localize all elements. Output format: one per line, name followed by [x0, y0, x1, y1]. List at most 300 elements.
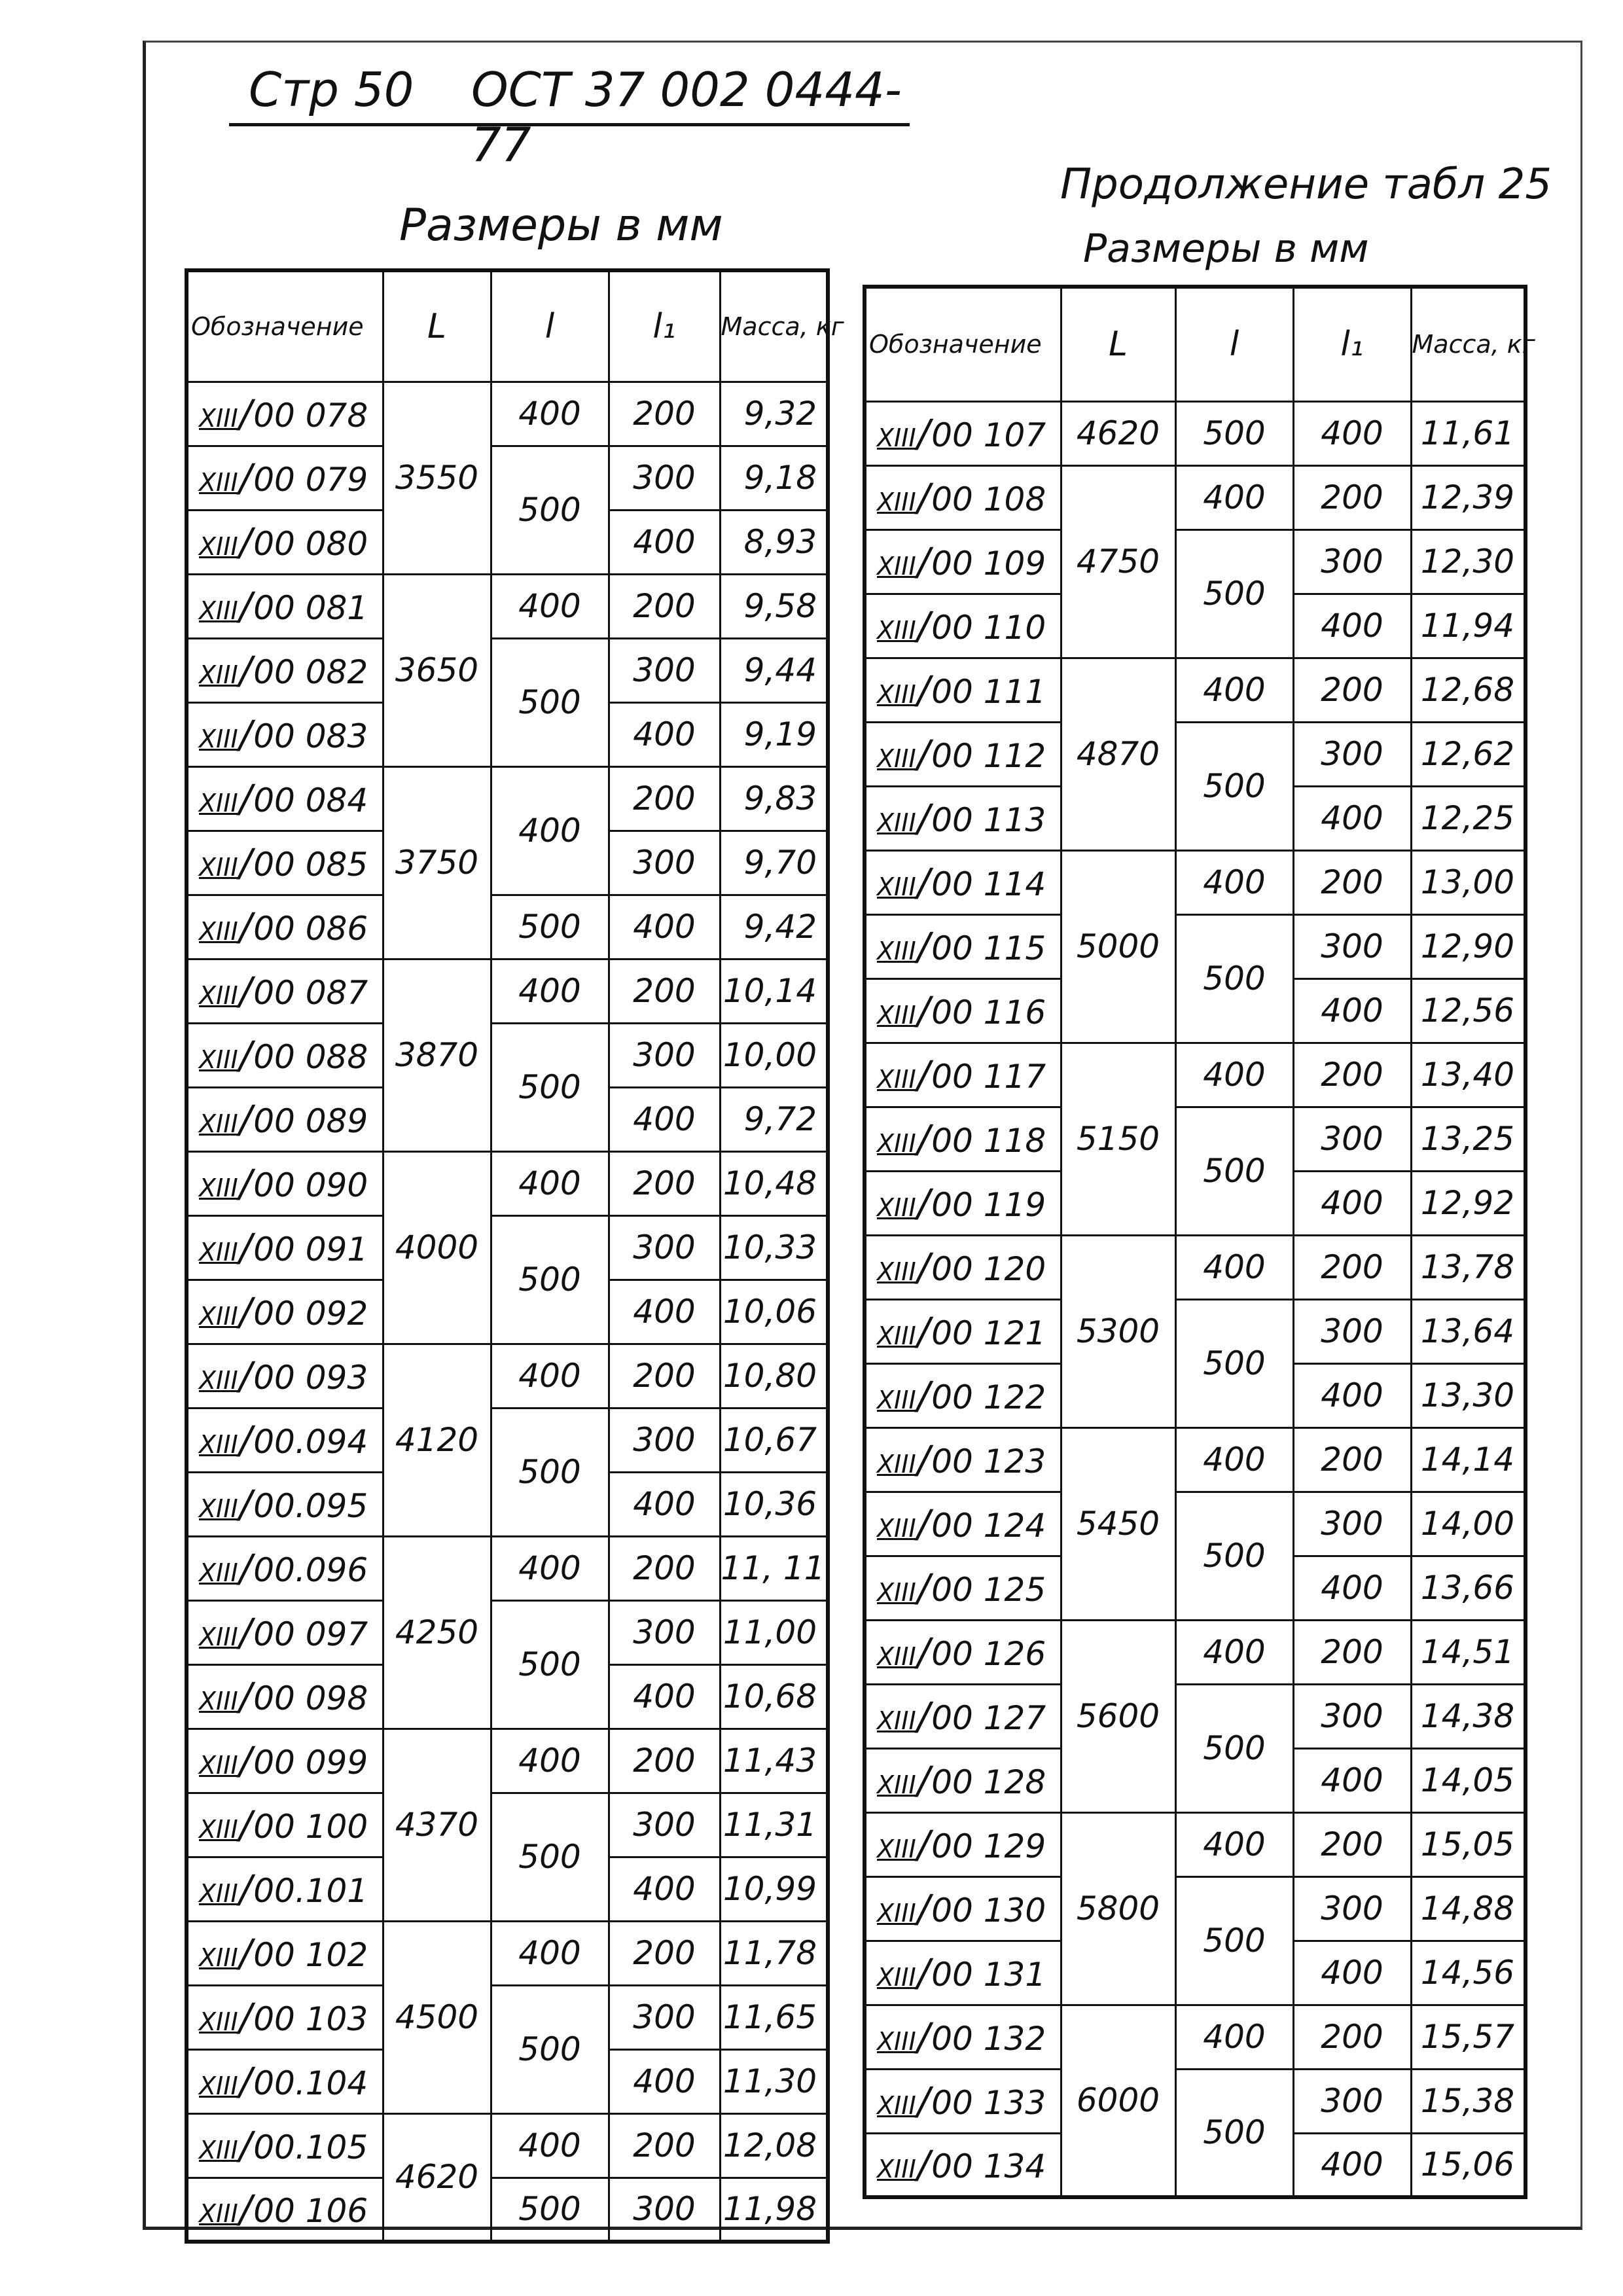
designation-code: 00 112: [931, 737, 1046, 775]
separator-slash: /: [239, 1546, 253, 1590]
designation-cell: [865, 786, 1061, 850]
length-l-cell: 500: [1175, 1684, 1293, 1812]
designation-cell: [865, 1620, 1061, 1684]
designation-cell: [187, 1151, 383, 1215]
designation-code: 00 115: [931, 929, 1046, 967]
designation-cell: [187, 2049, 383, 2113]
series-mark: XIII: [877, 872, 916, 901]
designation-cell: [187, 766, 383, 831]
length-l1-cell: 400: [609, 895, 720, 959]
designation-code: 00 089: [253, 1102, 368, 1140]
designation-code: 00 129: [931, 1827, 1046, 1865]
mass-cell: 14,88: [1411, 1876, 1525, 1941]
table-row: [187, 895, 828, 959]
series-mark: XIII: [199, 1623, 238, 1651]
mass-cell: 15,38: [1411, 2069, 1525, 2133]
designation-code: 00.096: [253, 1551, 368, 1589]
designation-cell: [865, 2005, 1061, 2069]
length-l-cell: 400: [491, 2113, 609, 2178]
separator-slash: /: [917, 1566, 931, 1610]
length-l-cell: 400: [1175, 1812, 1293, 1876]
separator-slash: /: [239, 776, 253, 821]
mass-cell: 10,67: [720, 1408, 828, 1472]
mass-cell: 9,70: [720, 831, 828, 895]
separator-slash: /: [239, 1482, 253, 1526]
designation-cell: [187, 959, 383, 1023]
length-l-cell: 400: [1175, 1427, 1293, 1492]
series-mark: XIII: [877, 1706, 916, 1735]
length-l1-cell: 200: [609, 2113, 720, 2178]
designation-code: 00 078: [253, 397, 368, 435]
table-row: [865, 1235, 1525, 1299]
mass-cell: 15,05: [1411, 1812, 1525, 1876]
designation-code: 00 121: [931, 1314, 1046, 1352]
series-mark: XIII: [199, 1494, 238, 1523]
length-l-cell: 400: [491, 1921, 609, 1985]
separator-slash: /: [239, 456, 253, 500]
length-l1-cell: 200: [609, 1151, 720, 1215]
designation-cell: [187, 510, 383, 574]
series-mark: XIII: [199, 1045, 238, 1074]
mass-cell: 12,62: [1411, 722, 1525, 786]
separator-slash: /: [239, 1161, 253, 1206]
length-L-cell: 5800: [1061, 1812, 1175, 2005]
dimensions-table-right: [863, 285, 1535, 2199]
table-row: [187, 2113, 828, 2178]
designation-code: 00 093: [253, 1359, 368, 1397]
length-L-cell: 3870: [383, 959, 491, 1151]
separator-slash: /: [917, 2142, 931, 2187]
length-l1-cell: 300: [609, 2178, 720, 2242]
separator-slash: /: [239, 1225, 253, 1270]
mass-cell: 11, 11: [720, 1536, 828, 1600]
mass-cell: 9,42: [720, 895, 828, 959]
length-l1-cell: 300: [609, 1985, 720, 2049]
designation-code: 00 125: [931, 1571, 1046, 1609]
separator-slash: /: [917, 2079, 931, 2123]
length-l1-cell: 400: [1293, 2133, 1411, 2197]
length-l1-cell: 300: [609, 1600, 720, 1664]
designation-cell: [865, 1492, 1061, 1556]
series-mark: XIII: [199, 596, 238, 625]
length-l1-cell: 400: [609, 702, 720, 766]
designation-cell: [865, 1363, 1061, 1427]
designation-cell: [187, 1472, 383, 1536]
mass-cell: 11,30: [720, 2049, 828, 2113]
table-row: [865, 2069, 1525, 2133]
series-mark: XIII: [199, 725, 238, 753]
left-units-caption: Размеры в мм: [399, 200, 723, 251]
table-row: [187, 1793, 828, 1857]
designation-cell: [187, 1215, 383, 1280]
table-row: [865, 1107, 1525, 1171]
mass-cell: 10,48: [720, 1151, 828, 1215]
table-row: [187, 1921, 828, 1985]
designation-code: 00 128: [931, 1763, 1046, 1801]
designation-cell: [865, 1107, 1061, 1171]
length-L-cell: 5450: [1061, 1427, 1175, 1620]
series-mark: XIII: [877, 552, 916, 581]
series-mark: XIII: [199, 1687, 238, 1715]
length-l1-cell: 400: [609, 1087, 720, 1151]
series-mark: XIII: [877, 1770, 916, 1799]
length-l1-cell: 200: [609, 1344, 720, 1408]
separator-slash: /: [239, 840, 253, 885]
designation-code: 00 114: [931, 865, 1046, 903]
series-mark: XIII: [199, 532, 238, 561]
length-L-cell: 4000: [383, 1151, 491, 1344]
mass-cell: 11,98: [720, 2178, 828, 2242]
separator-slash: /: [917, 1245, 931, 1289]
mass-cell: 13,00: [1411, 850, 1525, 914]
length-l-cell: 400: [1175, 1043, 1293, 1107]
length-l1-cell: 200: [609, 1921, 720, 1985]
designation-cell: [865, 850, 1061, 914]
mass-cell: 12,39: [1411, 465, 1525, 529]
separator-slash: /: [917, 475, 931, 520]
col-header-l1: l₁: [609, 270, 720, 382]
length-l1-cell: 300: [609, 1793, 720, 1857]
separator-slash: /: [917, 539, 931, 584]
designation-cell: [865, 722, 1061, 786]
designation-cell: [187, 2113, 383, 2178]
separator-slash: /: [239, 520, 253, 564]
designation-code: 00 133: [931, 2084, 1046, 2122]
length-l1-cell: 200: [1293, 1620, 1411, 1684]
designation-cell: [187, 1023, 383, 1087]
separator-slash: /: [239, 1738, 253, 1783]
separator-slash: /: [239, 584, 253, 628]
length-l1-cell: 300: [1293, 914, 1411, 978]
separator-slash: /: [239, 1033, 253, 1077]
separator-slash: /: [239, 648, 253, 692]
mass-cell: 10,36: [720, 1472, 828, 1536]
length-l-cell: 500: [491, 1600, 609, 1729]
length-L-cell: 6000: [1061, 2005, 1175, 2197]
length-L-cell: 3650: [383, 574, 491, 766]
separator-slash: /: [917, 1501, 931, 1546]
designation-code: 00 083: [253, 717, 368, 755]
length-l1-cell: 300: [1293, 2069, 1411, 2133]
length-l-cell: 500: [491, 1215, 609, 1344]
designation-cell: [187, 1729, 383, 1793]
length-l1-cell: 200: [609, 574, 720, 638]
series-mark: XIII: [199, 2199, 238, 2229]
designation-cell: [865, 529, 1061, 594]
designation-code: 00 110: [931, 609, 1046, 647]
designation-cell: [187, 1985, 383, 2049]
designation-cell: [187, 1921, 383, 1985]
designation-code: 00 117: [931, 1058, 1046, 1096]
length-l1-cell: 200: [609, 1729, 720, 1793]
length-L-cell: 5300: [1061, 1235, 1175, 1427]
designation-code: 00 122: [931, 1378, 1046, 1416]
mass-cell: 14,05: [1411, 1748, 1525, 1812]
table-row: [187, 1151, 828, 1215]
separator-slash: /: [239, 905, 253, 949]
right-units-caption: Размеры в мм: [1083, 226, 1369, 272]
mass-cell: 14,56: [1411, 1941, 1525, 2005]
designation-code: 00 092: [253, 1295, 368, 1333]
page-header: [229, 62, 916, 172]
designation-code: 00 097: [253, 1615, 368, 1653]
length-l-cell: 400: [491, 1729, 609, 1793]
length-l-cell: 400: [491, 382, 609, 446]
designation-code: 00 100: [253, 1808, 368, 1846]
designation-cell: [187, 446, 383, 510]
designation-cell: [187, 1857, 383, 1921]
mass-cell: 11,00: [720, 1600, 828, 1664]
table-row: [865, 529, 1525, 594]
separator-slash: /: [917, 1181, 931, 1225]
designation-code: 00 127: [931, 1699, 1046, 1737]
length-l1-cell: 300: [609, 638, 720, 702]
length-l1-cell: 200: [1293, 658, 1411, 722]
table-row: [865, 1684, 1525, 1748]
separator-slash: /: [239, 2123, 253, 2168]
designation-code: 00 126: [931, 1635, 1046, 1673]
designation-cell: [187, 574, 383, 638]
col-header-L: L: [383, 270, 491, 382]
length-l1-cell: 300: [609, 446, 720, 510]
length-l1-cell: 400: [609, 1472, 720, 1536]
length-l-cell: 500: [491, 1408, 609, 1536]
designation-cell: [865, 1748, 1061, 1812]
series-mark: XIII: [199, 1879, 238, 1908]
length-l1-cell: 300: [1293, 1492, 1411, 1556]
length-L-cell: 5150: [1061, 1043, 1175, 1235]
designation-code: 00.095: [253, 1487, 368, 1525]
series-mark: XIII: [877, 488, 916, 516]
separator-slash: /: [239, 1867, 253, 1911]
designation-cell: [187, 638, 383, 702]
length-l-cell: 500: [1175, 722, 1293, 850]
mass-cell: 12,56: [1411, 978, 1525, 1043]
mass-cell: 11,43: [720, 1729, 828, 1793]
length-l1-cell: 400: [609, 1280, 720, 1344]
series-mark: XIII: [877, 744, 916, 773]
length-l1-cell: 400: [1293, 1171, 1411, 1235]
table-row: [865, 1299, 1525, 1363]
separator-slash: /: [239, 1354, 253, 1398]
length-l1-cell: 300: [1293, 529, 1411, 594]
designation-code: 00 103: [253, 2000, 368, 2038]
designation-code: 00 098: [253, 1679, 368, 1717]
table-row: [865, 722, 1525, 786]
mass-cell: 10,14: [720, 959, 828, 1023]
length-l1-cell: 300: [1293, 1107, 1411, 1171]
length-l1-cell: 300: [1293, 1684, 1411, 1748]
col-header-mass: Масса, кг: [720, 270, 828, 382]
designation-cell: [187, 1600, 383, 1664]
designation-code: 00 118: [931, 1122, 1046, 1160]
designation-code: 00 123: [931, 1443, 1046, 1480]
series-mark: XIII: [199, 1302, 238, 1331]
separator-slash: /: [239, 2059, 253, 2104]
length-l-cell: 500: [1175, 1876, 1293, 2005]
length-l1-cell: 300: [609, 1408, 720, 1472]
table-row: [187, 1729, 828, 1793]
separator-slash: /: [239, 1803, 253, 1847]
table-row: [865, 465, 1525, 529]
series-mark: XIII: [199, 981, 238, 1010]
length-l1-cell: 200: [1293, 2005, 1411, 2069]
length-l1-cell: 300: [1293, 722, 1411, 786]
series-mark: XIII: [877, 1065, 916, 1094]
designation-cell: [865, 1941, 1061, 2005]
table-row: [865, 1812, 1525, 1876]
table-row: [187, 1215, 828, 1280]
length-l1-cell: 300: [609, 1215, 720, 1280]
length-L-cell: 5000: [1061, 850, 1175, 1043]
length-l1-cell: 400: [1293, 401, 1411, 465]
designation-code: 00 090: [253, 1166, 368, 1204]
length-L-cell: 4870: [1061, 658, 1175, 850]
series-mark: XIII: [199, 789, 238, 817]
length-l-cell: 400: [1175, 1235, 1293, 1299]
table-row: [187, 574, 828, 638]
col-header-l: l: [491, 270, 609, 382]
table-row: [187, 1408, 828, 1472]
designation-cell: [187, 1536, 383, 1600]
table-row: [187, 2178, 828, 2242]
length-l-cell: 500: [1175, 529, 1293, 658]
series-mark: XIII: [877, 1578, 916, 1607]
length-l-cell: 500: [491, 1985, 609, 2113]
series-mark: XIII: [199, 2136, 238, 2164]
table-row: [865, 1876, 1525, 1941]
designation-cell: [865, 1235, 1061, 1299]
designation-cell: [865, 1876, 1061, 1941]
designation-code: 00 134: [931, 2147, 1046, 2186]
separator-slash: /: [917, 1758, 931, 1803]
designation-cell: [187, 1280, 383, 1344]
designation-cell: [865, 1299, 1061, 1363]
designation-cell: [187, 831, 383, 895]
length-l1-cell: 400: [1293, 594, 1411, 658]
designation-cell: [865, 1427, 1061, 1492]
length-L-cell: 4750: [1061, 465, 1175, 658]
table-row: [187, 959, 828, 1023]
series-mark: XIII: [199, 1815, 238, 1844]
mass-cell: 14,51: [1411, 1620, 1525, 1684]
series-mark: XIII: [877, 680, 916, 709]
series-mark: XIII: [877, 1193, 916, 1222]
table-row: [187, 1536, 828, 1600]
length-l-cell: 500: [1175, 2069, 1293, 2197]
series-mark: XIII: [199, 1751, 238, 1780]
page-number: Стр 50: [249, 62, 414, 117]
table-row: [187, 766, 828, 831]
designation-code: 00 132: [931, 2020, 1046, 2058]
mass-cell: 12,90: [1411, 914, 1525, 978]
col-header-L: L: [1061, 287, 1175, 401]
length-l1-cell: 200: [1293, 850, 1411, 914]
series-mark: XIII: [877, 616, 916, 645]
length-l1-cell: 200: [609, 1536, 720, 1600]
separator-slash: /: [917, 603, 931, 648]
table-row: [187, 638, 828, 702]
series-mark: XIII: [877, 1257, 916, 1286]
separator-slash: /: [239, 1289, 253, 1334]
designation-code: 00 082: [253, 653, 368, 691]
separator-slash: /: [239, 1610, 253, 1655]
designation-cell: [865, 1043, 1061, 1107]
length-l1-cell: 300: [1293, 1299, 1411, 1363]
table-continuation-caption: Продолжение табл 25: [1060, 160, 1552, 209]
mass-cell: 10,99: [720, 1857, 828, 1921]
designation-code: 00 084: [253, 781, 368, 819]
mass-cell: 15,06: [1411, 2133, 1525, 2197]
designation-code: 00 107: [931, 416, 1046, 454]
designation-code: 00 111: [931, 673, 1046, 711]
mass-cell: 13,40: [1411, 1043, 1525, 1107]
length-l-cell: 400: [491, 574, 609, 638]
length-l-cell: 500: [1175, 401, 1293, 465]
table-row: [865, 401, 1525, 465]
col-header-designation: Обозначение: [187, 270, 383, 382]
separator-slash: /: [917, 668, 931, 712]
separator-slash: /: [917, 1694, 931, 1738]
table-row: [865, 1492, 1525, 1556]
table-row: [187, 446, 828, 510]
designation-code: 00 108: [931, 480, 1046, 518]
length-l1-cell: 400: [1293, 786, 1411, 850]
designation-code: 00.101: [253, 1872, 368, 1910]
table-row: [187, 1985, 828, 2049]
mass-cell: 12,08: [720, 2113, 828, 2178]
separator-slash: /: [239, 1995, 253, 2039]
designation-code: 00.105: [253, 2128, 368, 2166]
designation-cell: [187, 382, 383, 446]
designation-code: 00 109: [931, 545, 1046, 583]
designation-cell: [187, 2178, 383, 2242]
mass-cell: 11,94: [1411, 594, 1525, 658]
separator-slash: /: [917, 924, 931, 969]
separator-slash: /: [239, 969, 253, 1013]
mass-cell: 14,00: [1411, 1492, 1525, 1556]
length-l1-cell: 400: [1293, 1748, 1411, 1812]
length-l-cell: 400: [491, 959, 609, 1023]
length-L-cell: 4620: [1061, 401, 1175, 465]
designation-code: 00.094: [253, 1423, 368, 1461]
series-mark: XIII: [199, 1943, 238, 1972]
separator-slash: /: [917, 1437, 931, 1482]
series-mark: XIII: [199, 853, 238, 882]
length-l-cell: 500: [491, 638, 609, 766]
length-l1-cell: 400: [609, 1664, 720, 1729]
separator-slash: /: [239, 1097, 253, 1141]
separator-slash: /: [239, 712, 253, 757]
designation-cell: [865, 1171, 1061, 1235]
designation-cell: [865, 658, 1061, 722]
designation-code: 00 081: [253, 589, 368, 627]
mass-cell: 10,68: [720, 1664, 828, 1729]
series-mark: XIII: [199, 404, 238, 433]
mass-cell: 13,66: [1411, 1556, 1525, 1620]
table-row: [865, 1043, 1525, 1107]
designation-cell: [187, 1087, 383, 1151]
separator-slash: /: [917, 1309, 931, 1354]
separator-slash: /: [917, 1117, 931, 1161]
length-l1-cell: 400: [609, 510, 720, 574]
document-code: ОСТ 37 002 0444-77: [471, 62, 902, 172]
series-mark: XIII: [877, 1963, 916, 1992]
length-l-cell: 400: [491, 1344, 609, 1408]
length-l1-cell: 300: [609, 831, 720, 895]
series-mark: XIII: [877, 1835, 916, 1863]
designation-code: 00 120: [931, 1250, 1046, 1288]
